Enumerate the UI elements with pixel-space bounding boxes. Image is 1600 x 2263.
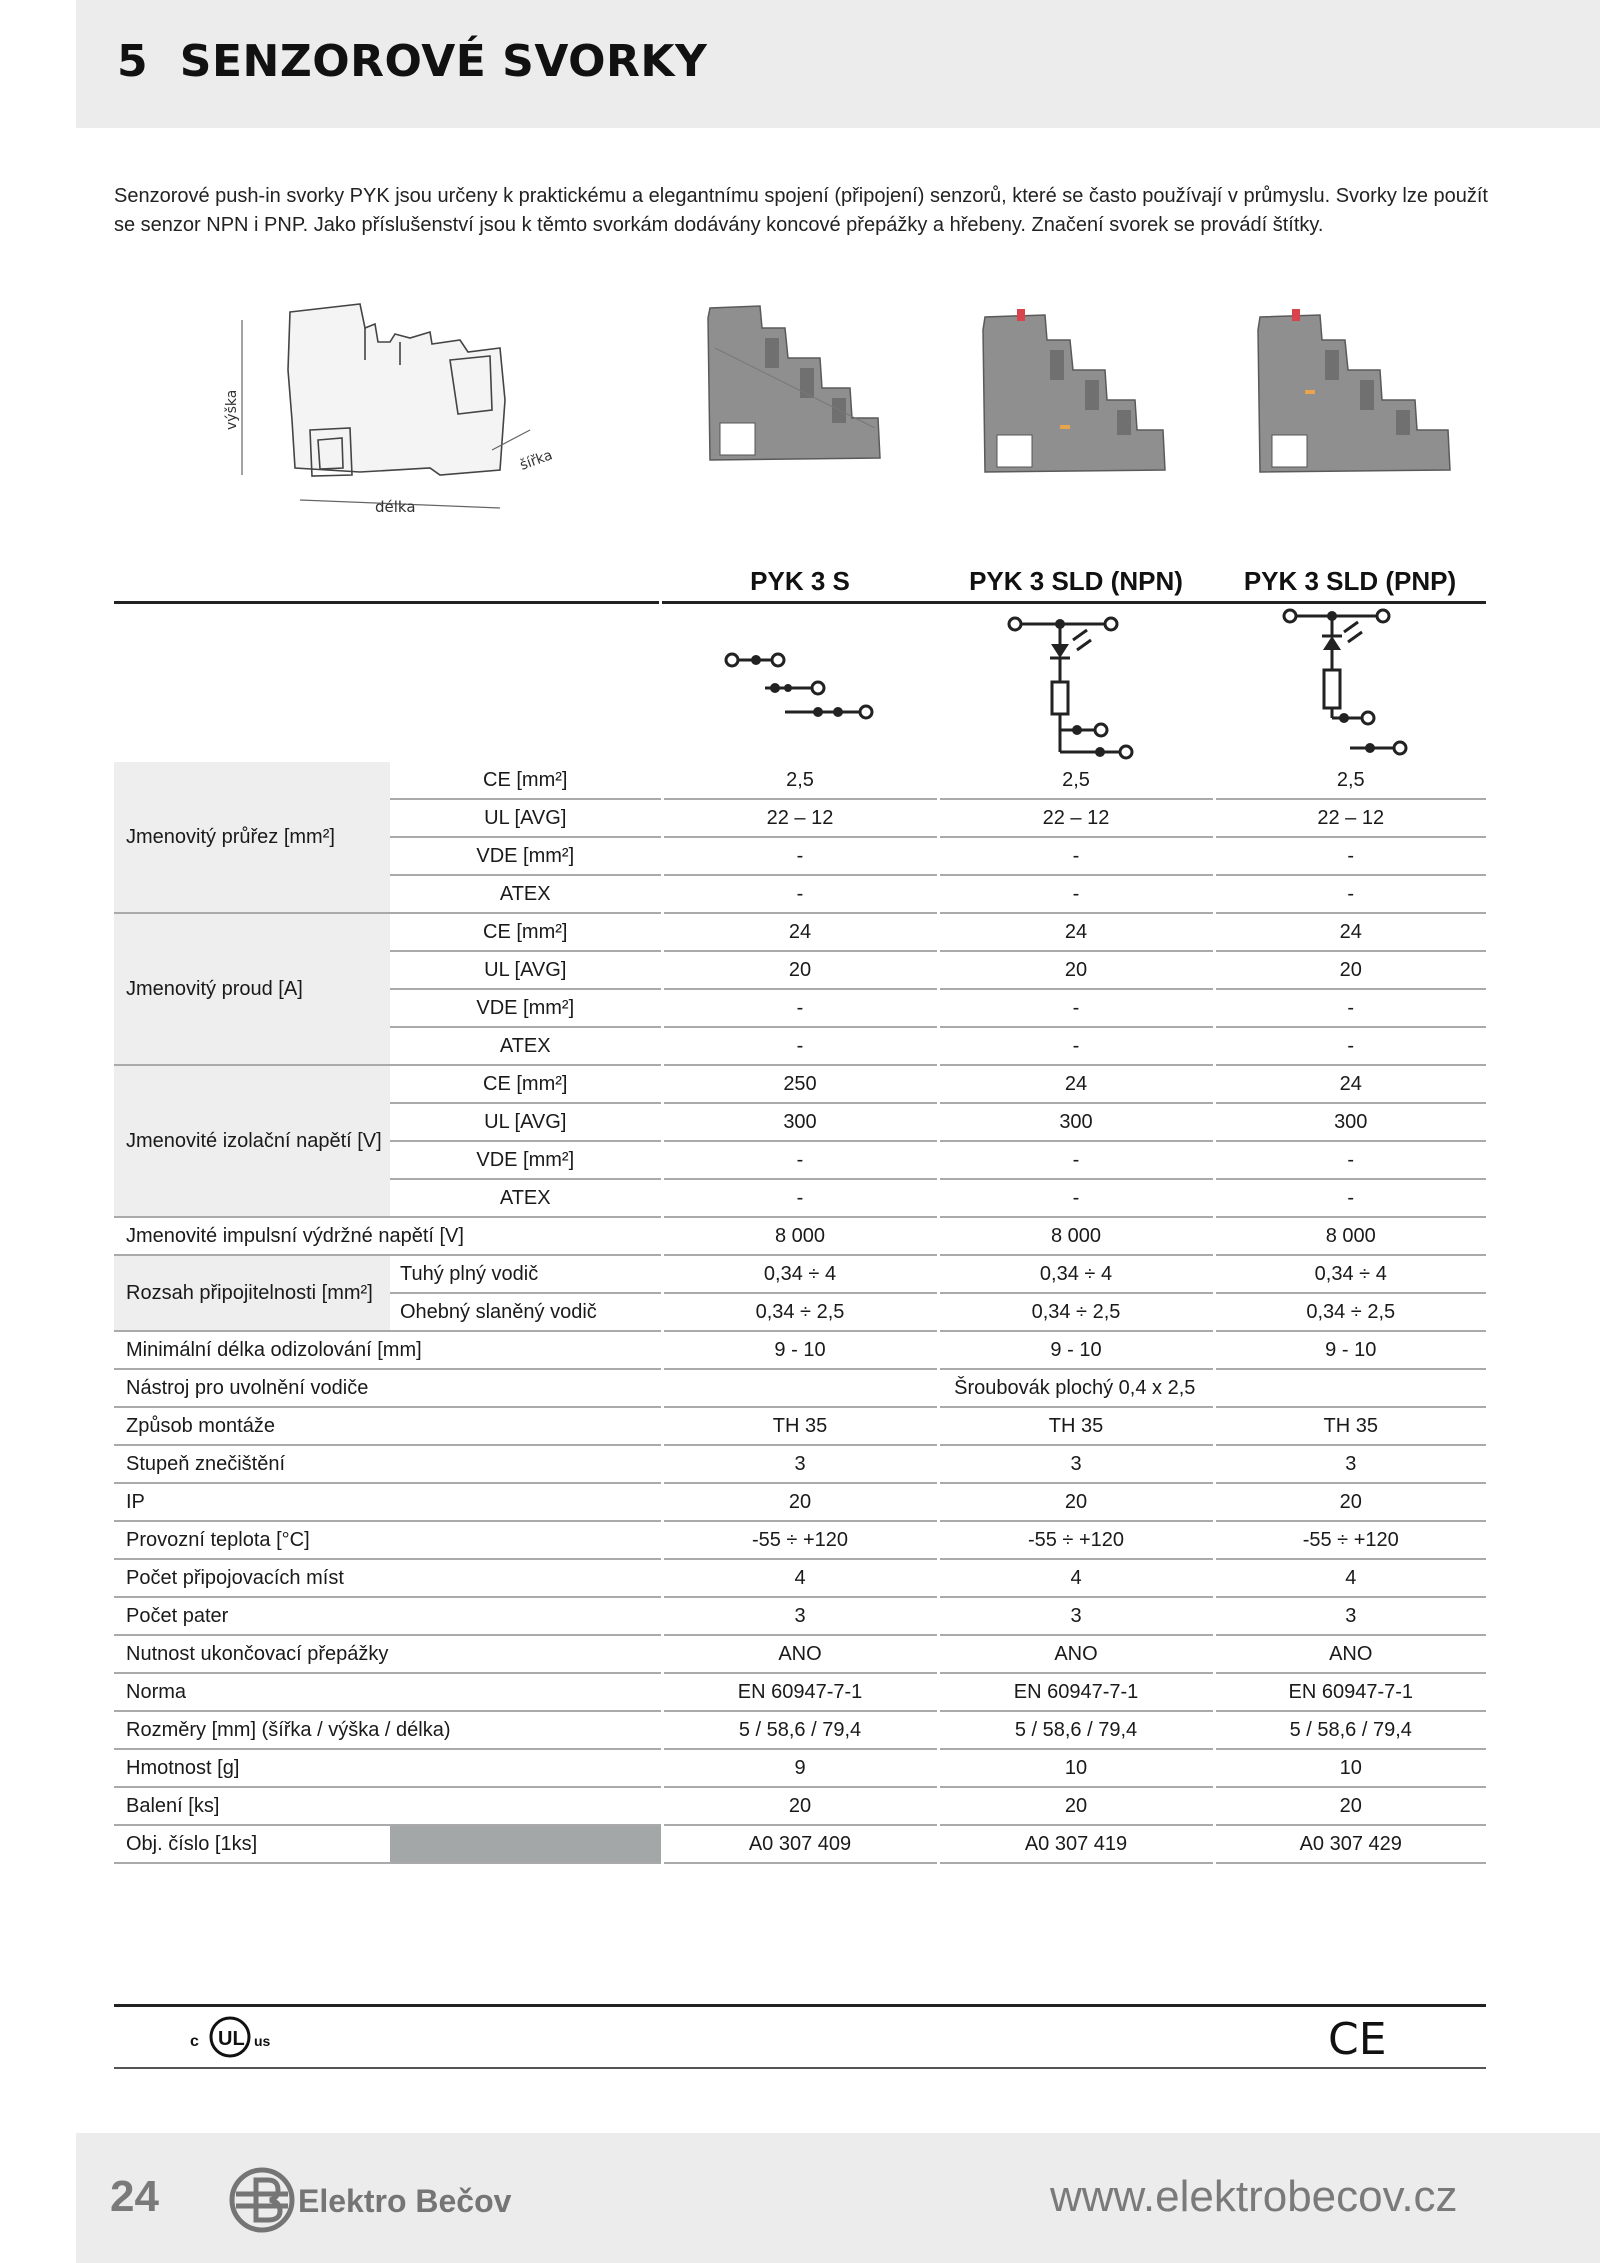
cell-value: 3 [938,1445,1214,1483]
cell-value: 2,5 [662,762,938,799]
cell-value: 8 000 [1214,1217,1486,1255]
cell-value: TH 35 [1214,1407,1486,1445]
schematic-pyk3sld-pnp [1282,606,1417,771]
row-label: Nástroj pro uvolnění vodiče [114,1369,662,1407]
cell-value: 8 000 [938,1217,1214,1255]
cell-value: 0,34 ÷ 4 [938,1255,1214,1293]
row-label: Jmenovitý proud [A] [114,913,390,1065]
table-row [114,762,1486,799]
cell-value: 300 [1214,1103,1486,1141]
cell-value: 24 [1214,1065,1486,1103]
svg-text:us: us [254,2033,271,2049]
row-sublabel: Tuhý plný vodič [390,1255,662,1293]
cell-value: 20 [662,1483,938,1521]
cell-value: -55 ÷ +120 [938,1521,1214,1559]
row-sublabel: VDE [mm²] [390,989,662,1027]
cell-value: 250 [662,1065,938,1103]
cell-value: - [662,875,938,913]
cell-value: 5 / 58,6 / 79,4 [1214,1711,1486,1749]
table-row [114,1255,1486,1293]
row-sublabel: CE [mm²] [390,762,662,799]
cell-value: EN 60947-7-1 [938,1673,1214,1711]
row-sublabel: ATEX [390,1179,662,1217]
cell-value: 24 [1214,913,1486,951]
row-label: Balení [ks] [114,1787,662,1825]
cert-rule-top [114,2004,1486,2007]
row-sublabel: UL [AVG] [390,951,662,989]
header-rule [114,601,659,604]
cell-value: 20 [662,1787,938,1825]
table-row [114,1521,1486,1559]
table-row [114,913,1486,951]
intro-paragraph: Senzorové push-in svorky PYK jsou určeny k praktickému a elegantnímu spojení (připojení) senzorů, které se často používají v průmyslu. Svorky lze použít se senzor NPN i PNP. Jako příslušenství jsou k těmto svorkám dodávány koncové přepážky a hřebeny. Značení svorek se provádí štítky. [114,185,1488,236]
svg-text:UL: UL [218,2028,245,2050]
cell-value: 0,34 ÷ 2,5 [662,1293,938,1331]
brand-name: Elektro Bečov [298,2183,512,2219]
cell-value: -55 ÷ +120 [1214,1521,1486,1559]
product-image-pyk3sld-pnp [1250,305,1460,480]
cell-value: 5 / 58,6 / 79,4 [662,1711,938,1749]
table-row [114,1749,1486,1787]
cell-value: 22 – 12 [938,799,1214,837]
cell-value: - [938,837,1214,875]
cell-value: 20 [938,1787,1214,1825]
column-header-pyk3sld-pnp: PYK 3 SLD (PNP) [1243,566,1457,596]
svg-text:CE: CE [1328,2014,1387,2060]
cell-value: 5 / 58,6 / 79,4 [938,1711,1214,1749]
brand-logo-icon [226,2164,298,2241]
cell-value: 20 [1214,951,1486,989]
row-label: Jmenovité izolační napětí [V] [114,1065,390,1217]
schematic-pyk3sld-npn [1005,612,1135,767]
cell-value: 0,34 ÷ 4 [1214,1255,1486,1293]
row-sublabel: UL [AVG] [390,799,662,837]
row-sublabel: CE [mm²] [390,913,662,951]
row-sublabel: CE [mm²] [390,1065,662,1103]
row-label: Hmotnost [g] [114,1749,662,1787]
page-title: 5 SENZOROVÉ SVORKY [117,36,708,87]
cell-value: 22 – 12 [662,799,938,837]
cell-value: -55 ÷ +120 [662,1521,938,1559]
dim-width-label: šířka [517,447,555,474]
table-row [114,1825,1486,1863]
cell-value: 300 [662,1103,938,1141]
cell-value: 4 [938,1559,1214,1597]
cell-value: EN 60947-7-1 [1214,1673,1486,1711]
table-row [114,1445,1486,1483]
cell-value: A0 307 409 [662,1825,938,1863]
row-label: Jmenovité impulsní výdržné napětí [V] [114,1217,662,1255]
table-row [114,1635,1486,1673]
cell-value: 3 [662,1445,938,1483]
row-sublabel: VDE [mm²] [390,1141,662,1179]
row-label: Norma [114,1673,662,1711]
table-row [114,1331,1486,1369]
cell-value: TH 35 [662,1407,938,1445]
cell-value: 24 [938,913,1214,951]
cell-value: 20 [1214,1787,1486,1825]
website-link[interactable]: www.elektrobecov.cz [1050,2172,1458,2221]
cell-value: - [1214,1141,1486,1179]
cell-value: 3 [662,1597,938,1635]
cell-value: - [662,1141,938,1179]
dim-height-label: výška [224,389,240,430]
cell-value: 4 [662,1559,938,1597]
cell-value: 0,34 ÷ 2,5 [938,1293,1214,1331]
table-row [114,1673,1486,1711]
cell-value: - [1214,875,1486,913]
table-row [114,1597,1486,1635]
row-label: Obj. číslo [1ks] [114,1825,390,1863]
row-sublabel: ATEX [390,1027,662,1065]
svg-text:c: c [190,2033,199,2050]
row-label: Nutnost ukončovací přepážky [114,1635,662,1673]
product-image-pyk3sld-npn [975,305,1175,480]
row-sublabel: Ohebný slaněný vodič [390,1293,662,1331]
cell-value: - [938,1179,1214,1217]
row-sublabel: VDE [mm²] [390,837,662,875]
cell-value: 10 [938,1749,1214,1787]
cell-value: ANO [1214,1635,1486,1673]
cell-value: 20 [1214,1483,1486,1521]
cell-value: - [1214,1027,1486,1065]
cell-value: - [1214,837,1486,875]
row-label: Způsob montáže [114,1407,662,1445]
dim-length-label: délka [375,498,416,516]
cell-value: 22 – 12 [1214,799,1486,837]
dimension-drawing [200,290,580,530]
table-row [114,1217,1486,1255]
column-header-pyk3sld-npn: PYK 3 SLD (NPN) [969,566,1183,596]
row-label: Počet připojovacích míst [114,1559,662,1597]
row-label: Minimální délka odizolování [mm] [114,1331,662,1369]
table-row [114,1559,1486,1597]
cell-value: Šroubovák plochý 0,4 x 2,5 [662,1369,1486,1407]
cell-value: 0,34 ÷ 2,5 [1214,1293,1486,1331]
page-number: 24 [110,2172,159,2221]
table-row [114,1065,1486,1103]
cell-value: - [938,1141,1214,1179]
row-label: Rozměry [mm] (šířka / výška / délka) [114,1711,662,1749]
cell-value: 9 - 10 [662,1331,938,1369]
cell-value: 20 [662,951,938,989]
grey-cell [390,1825,662,1863]
cell-value: - [1214,989,1486,1027]
cell-value: - [938,875,1214,913]
cell-value: 9 - 10 [1214,1331,1486,1369]
header-rule [662,601,1486,604]
table-row [114,1711,1486,1749]
product-image-pyk3s [700,298,890,468]
table-row [114,1369,1486,1407]
ce-mark-logo [1326,2014,1396,2065]
row-label: IP [114,1483,662,1521]
table-row [114,1483,1486,1521]
table-row [114,1787,1486,1825]
cell-value: 300 [938,1103,1214,1141]
cell-value: 9 - 10 [938,1331,1214,1369]
cell-value: - [662,837,938,875]
cell-value: 20 [938,1483,1214,1521]
cell-value: - [662,1027,938,1065]
row-sublabel: ATEX [390,875,662,913]
row-label: Počet pater [114,1597,662,1635]
cell-value: 4 [1214,1559,1486,1597]
cell-value: EN 60947-7-1 [662,1673,938,1711]
cell-value: 8 000 [662,1217,938,1255]
cell-value: 3 [1214,1597,1486,1635]
row-label: Jmenovitý průřez [mm²] [114,762,390,913]
cell-value: 24 [662,913,938,951]
row-label: Rozsah připojitelnosti [mm²] [114,1255,390,1331]
cell-value: 10 [1214,1749,1486,1787]
cell-value: 3 [1214,1445,1486,1483]
schematic-pyk3s [720,640,890,730]
cell-value: - [662,1179,938,1217]
cell-value: TH 35 [938,1407,1214,1445]
cell-value: 2,5 [1214,762,1486,799]
cell-value: - [662,989,938,1027]
row-label: Provozní teplota [°C] [114,1521,662,1559]
cul-us-logo [182,2014,282,2065]
cell-value: A0 307 429 [1214,1825,1486,1863]
cell-value: 2,5 [938,762,1214,799]
cell-value: A0 307 419 [938,1825,1214,1863]
cell-value: - [938,989,1214,1027]
table-row [114,1407,1486,1445]
cert-rule-bottom [114,2067,1486,2069]
spec-table [114,762,1486,1864]
row-label: Stupeň znečištění [114,1445,662,1483]
cell-value: 0,34 ÷ 4 [662,1255,938,1293]
cell-value: - [938,1027,1214,1065]
cell-value: ANO [662,1635,938,1673]
cell-value: 3 [938,1597,1214,1635]
column-header-pyk3s: PYK 3 S [750,566,850,596]
row-sublabel: UL [AVG] [390,1103,662,1141]
cell-value: ANO [938,1635,1214,1673]
cell-value: 20 [938,951,1214,989]
cell-value: 24 [938,1065,1214,1103]
cell-value: - [1214,1179,1486,1217]
cell-value: 9 [662,1749,938,1787]
